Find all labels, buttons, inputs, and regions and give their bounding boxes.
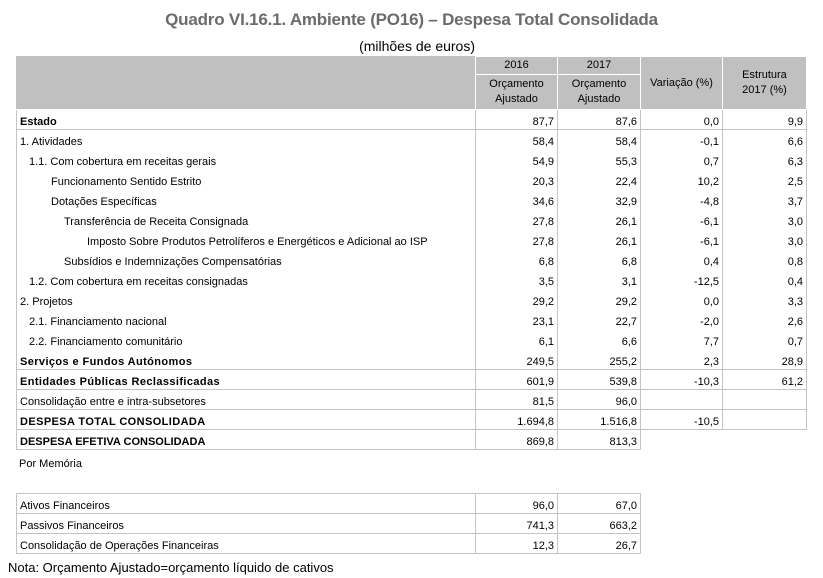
value-2017: 22,7: [558, 310, 641, 330]
value-2017: 32,9: [558, 190, 641, 210]
row-label: Funcionamento Sentido Estrito: [17, 170, 476, 190]
table-row: [17, 270, 807, 290]
table-row: [17, 370, 807, 390]
table-row: [17, 330, 807, 350]
value-estrutura: 3,3: [723, 290, 807, 310]
value-2016: 6,8: [476, 250, 558, 270]
memo-label-cell: Ativos Financeiros: [17, 494, 476, 514]
table-row: [17, 250, 807, 270]
value-variacao: 2,3: [641, 350, 723, 370]
memo-value-2017: 26,7: [558, 534, 641, 554]
header-blank-cell: [17, 57, 476, 110]
value-estrutura: [723, 410, 807, 430]
value-variacao: -6,1: [641, 230, 723, 250]
table-row: [17, 290, 807, 310]
value-estrutura: 28,9: [723, 350, 807, 370]
expense-table: [16, 56, 807, 450]
value-variacao: 0,4: [641, 250, 723, 270]
value-2017: 1.516,8: [558, 410, 641, 430]
row-label: 1.2. Com cobertura em receitas consignadas: [17, 270, 476, 290]
value-2016: 27,8: [476, 230, 558, 250]
row-label: Estado: [17, 110, 476, 130]
table-row: [17, 310, 807, 330]
value-2016: 81,5: [476, 390, 558, 410]
value-2016: 58,4: [476, 130, 558, 150]
value-variacao: -10,3: [641, 370, 723, 390]
empty-cell: [641, 430, 723, 450]
row-label: Transferência de Receita Consignada: [17, 210, 476, 230]
value-estrutura: 61,2: [723, 370, 807, 390]
value-variacao: -0,1: [641, 130, 723, 150]
value-estrutura: 9,9: [723, 110, 807, 130]
table-row: [17, 390, 807, 410]
value-2017: 539,8: [558, 370, 641, 390]
value-2016: 29,2: [476, 290, 558, 310]
table-row: [17, 410, 807, 430]
table-row: [17, 170, 807, 190]
value-2016: 20,3: [476, 170, 558, 190]
memo-value-2016: 12,3: [476, 534, 558, 554]
table-row: [17, 130, 807, 150]
memo-value-2016: 741,3: [476, 514, 558, 534]
value-estrutura: 3,0: [723, 210, 807, 230]
value-2017: 26,1: [558, 230, 641, 250]
value-variacao: 0,0: [641, 110, 723, 130]
table-subtitle: (milhões de euros): [359, 38, 475, 54]
table-row: [17, 110, 807, 130]
value-2016: 1.694,8: [476, 410, 558, 430]
value-variacao: -2,0: [641, 310, 723, 330]
row-label: DESPESA EFETIVA CONSOLIDADA: [17, 430, 476, 450]
value-estrutura: 3,7: [723, 190, 807, 210]
value-estrutura: 0,7: [723, 330, 807, 350]
value-variacao: -10,5: [641, 410, 723, 430]
header-2017: 2017: [558, 57, 641, 75]
value-2016: 23,1: [476, 310, 558, 330]
table-title: Quadro VI.16.1. Ambiente (PO16) – Despesa Total Consolidada: [165, 10, 658, 29]
row-label: 1.1. Com cobertura em receitas gerais: [17, 150, 476, 170]
header-estrutura: Estrutura 2017 (%): [723, 57, 807, 110]
value-2016: 869,8: [476, 430, 558, 450]
value-variacao: -6,1: [641, 210, 723, 230]
memo-row: [17, 494, 641, 514]
value-2017: 26,1: [558, 210, 641, 230]
value-variacao: 0,7: [641, 150, 723, 170]
memo-label-cell: Passivos Financeiros: [17, 514, 476, 534]
memo-value-2017: 663,2: [558, 514, 641, 534]
value-2016: 601,9: [476, 370, 558, 390]
value-variacao: 7,7: [641, 330, 723, 350]
value-2017: 3,1: [558, 270, 641, 290]
value-estrutura: 2,5: [723, 170, 807, 190]
value-variacao: [641, 390, 723, 410]
table-row: [17, 350, 807, 370]
value-estrutura: 6,3: [723, 150, 807, 170]
value-2016: 54,9: [476, 150, 558, 170]
value-estrutura: [723, 390, 807, 410]
row-label: 1. Atividades: [17, 130, 476, 150]
value-variacao: 0,0: [641, 290, 723, 310]
value-estrutura: 0,8: [723, 250, 807, 270]
value-estrutura: 6,6: [723, 130, 807, 150]
value-estrutura: 3,0: [723, 230, 807, 250]
value-2017: 58,4: [558, 130, 641, 150]
value-2017: 6,6: [558, 330, 641, 350]
memo-value-2017: 67,0: [558, 494, 641, 514]
value-2017: 55,3: [558, 150, 641, 170]
memo-row: [17, 534, 641, 554]
value-2017: 96,0: [558, 390, 641, 410]
value-2017: 6,8: [558, 250, 641, 270]
value-2017: 255,2: [558, 350, 641, 370]
header-row-years: [17, 57, 807, 75]
table-row: [17, 430, 807, 450]
value-2017: 22,4: [558, 170, 641, 190]
value-variacao: -12,5: [641, 270, 723, 290]
header-2016: 2016: [476, 57, 558, 75]
memo-label: Por Memória: [19, 458, 82, 470]
row-label: Serviços e Fundos Autónomos: [17, 350, 476, 370]
table-row: [17, 190, 807, 210]
header-2017-sub: Orçamento Ajustado: [558, 75, 641, 110]
row-label: 2. Projetos: [17, 290, 476, 310]
value-2016: 87,7: [476, 110, 558, 130]
table-row: [17, 230, 807, 250]
value-estrutura: 0,4: [723, 270, 807, 290]
value-2017: 813,3: [558, 430, 641, 450]
memo-table: [16, 493, 641, 554]
value-2016: 34,6: [476, 190, 558, 210]
row-label: 2.1. Financiamento nacional: [17, 310, 476, 330]
row-label: Subsídios e Indemnizações Compensatórias: [17, 250, 476, 270]
row-label: 2.2. Financiamento comunitário: [17, 330, 476, 350]
value-2016: 249,5: [476, 350, 558, 370]
table-row: [17, 210, 807, 230]
value-variacao: 10,2: [641, 170, 723, 190]
header-variacao: Variação (%): [641, 57, 723, 110]
memo-label-cell: Consolidação de Operações Financeiras: [17, 534, 476, 554]
value-2017: 87,6: [558, 110, 641, 130]
empty-cell: [723, 430, 807, 450]
row-label: Imposto Sobre Produtos Petrolíferos e Energéticos e Adicional ao ISP: [17, 230, 476, 250]
row-label: Dotações Específicas: [17, 190, 476, 210]
header-2016-sub: Orçamento Ajustado: [476, 75, 558, 110]
value-estrutura: 2,6: [723, 310, 807, 330]
row-label: DESPESA TOTAL CONSOLIDADA: [17, 410, 476, 430]
value-2017: 29,2: [558, 290, 641, 310]
footnote: Nota: Orçamento Ajustado=orçamento líquido de cativos: [8, 560, 334, 575]
value-variacao: -4,8: [641, 190, 723, 210]
value-2016: 3,5: [476, 270, 558, 290]
value-2016: 6,1: [476, 330, 558, 350]
row-label: Entidades Públicas Reclassificadas: [17, 370, 476, 390]
row-label: Consolidação entre e intra-subsetores: [17, 390, 476, 410]
memo-row: [17, 514, 641, 534]
value-2016: 27,8: [476, 210, 558, 230]
memo-value-2016: 96,0: [476, 494, 558, 514]
table-row: [17, 150, 807, 170]
